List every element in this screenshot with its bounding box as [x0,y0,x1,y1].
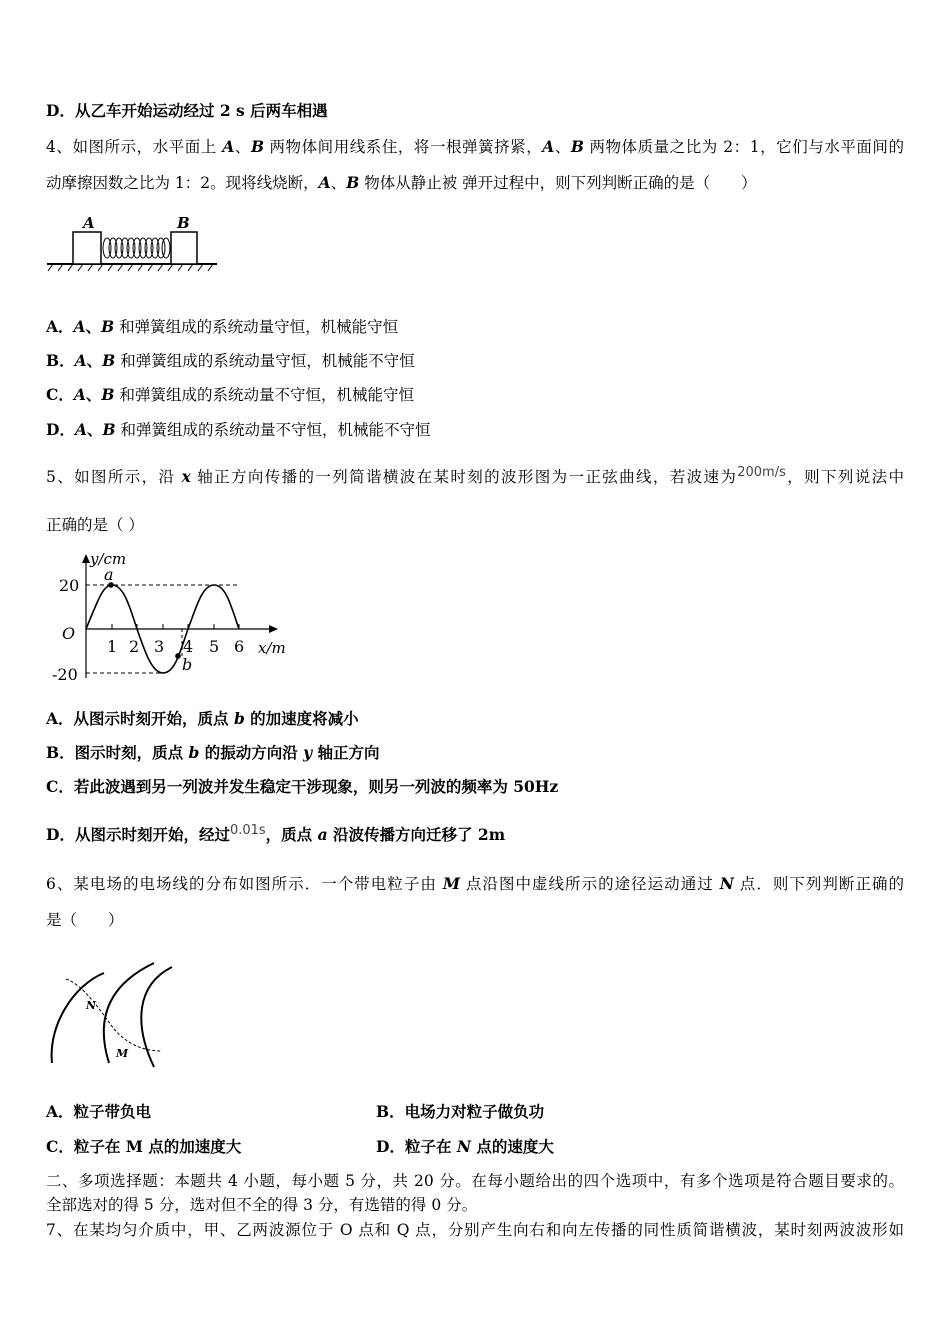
field-line-1 [52,973,104,1063]
q6-option-c[interactable]: C．粒子在 M 点的加速度大 [46,1137,242,1156]
label-a: A [83,214,95,232]
spring [103,238,170,258]
label-b: B [177,214,190,232]
time-value: 0.01s [229,823,266,838]
x-axis-arrow [269,625,278,633]
x-tick-4: 4 [183,637,194,656]
point-b-label: b [182,655,193,674]
q5-option-b[interactable]: B．图示时刻，质点 b 的振动方向沿 y 轴正方向 [46,743,380,762]
q6-option-a[interactable]: A．粒子带负电 [46,1102,152,1121]
label-n: N [86,999,97,1012]
q5-option-c[interactable]: C．若此波遇到另一列波并发生稳定干涉现象，则另一列波的频率为 50Hz [46,777,559,796]
x-ticks [112,624,239,629]
q7-stem-line1: 7、在某均匀介质中，甲、乙两波源位于 O 点和 Q 点，分别产生向右和向左传播的同性质简谐横波，某时刻两波波形如 [46,1221,904,1239]
q5-option-d[interactable]: D．从图示时刻开始，经过$^{0.01s}$，质点 a 沿波传播方向迁移了 2m [46,823,506,844]
q5-stem-line2: 正确的是（ ） [46,516,144,534]
q4-option-a[interactable]: A．A、B 和弹簧组成的系统动量守恒，机械能守恒 [46,317,399,336]
origin-label: O [62,624,76,643]
q6-stem-line1: 6、某电场的电场线的分布如图所示．一个带电粒子由 M 点沿图中虚线所示的途径运动通过 N 点．则下列判断正确的 [46,874,904,893]
x-tick-5: 5 [209,637,220,656]
q6-field-figure [44,955,174,1070]
x-tick-3: 3 [154,637,165,656]
y-tick-20: 20 [59,576,80,595]
x-tick-1: 1 [107,637,118,656]
block-a [73,232,101,264]
q6-stem-line2: 是（ ） [46,911,124,929]
ground-hatch [48,264,213,271]
q4-option-b[interactable]: B．A、B 和弹簧组成的系统动量守恒，机械能不守恒 [46,351,415,370]
point-b [175,653,181,659]
x-tick-2: 2 [129,637,140,656]
q3-option-d: D．从乙车开始运动经过 2 s 后两车相遇 [46,101,328,120]
q4-option-d[interactable]: D．A、B 和弹簧组成的系统动量不守恒，机械能不守恒 [46,420,431,439]
q4-stem-line2: 动摩擦因数之比为 1：2。现将线烧断，A、B 物体从静止被 弹开过程中，则下列判断正确的是（ ） [46,173,757,192]
q5-stem-line1: 5、如图所示，沿 x 轴正方向传播的一列简谐横波在某时刻的波形图为一正弦曲线，若波速为$^{200m/s}$，则下列说法中 [46,465,904,486]
q5-option-a[interactable]: A．从图示时刻开始，质点 b 的加速度将减小 [46,709,359,728]
x-axis-label: x/m [258,639,286,657]
q6-option-d[interactable]: D．粒子在 N 点的速度大 [376,1137,554,1156]
q5-wave-figure [46,548,296,693]
section2-heading-line2: 全部选对的得 5 分，选对但不全的得 3 分，有选错的得 0 分。 [46,1196,478,1214]
q6-option-b[interactable]: B．电场力对粒子做负功 [376,1102,545,1121]
q4-spring-figure [45,210,220,272]
y-tick-neg20: -20 [52,665,78,684]
speed-value: 200m/s [737,465,786,480]
y-axis-label: y/cm [90,550,127,568]
q4-option-c[interactable]: C．A、B 和弹簧组成的系统动量不守恒，机械能守恒 [46,385,414,404]
x-tick-6: 6 [234,637,245,656]
block-b [171,232,197,264]
section2-heading-line1: 二、多项选择题：本题共 4 小题，每小题 5 分，共 20 分。在每小题给出的四个选项中，有多个选项是符合题目要求的。 [46,1172,904,1190]
y-axis-arrow [82,554,90,563]
field-line-3 [141,967,172,1067]
point-a-label: a [104,565,114,584]
label-m: M [116,1047,129,1060]
q4-stem-line1: 4、如图所示，水平面上 A、B 两物体间用线系住，将一根弹簧挤紧，A、B 两物体质量之比为 2：1，它们与水平面间的 [46,137,904,156]
